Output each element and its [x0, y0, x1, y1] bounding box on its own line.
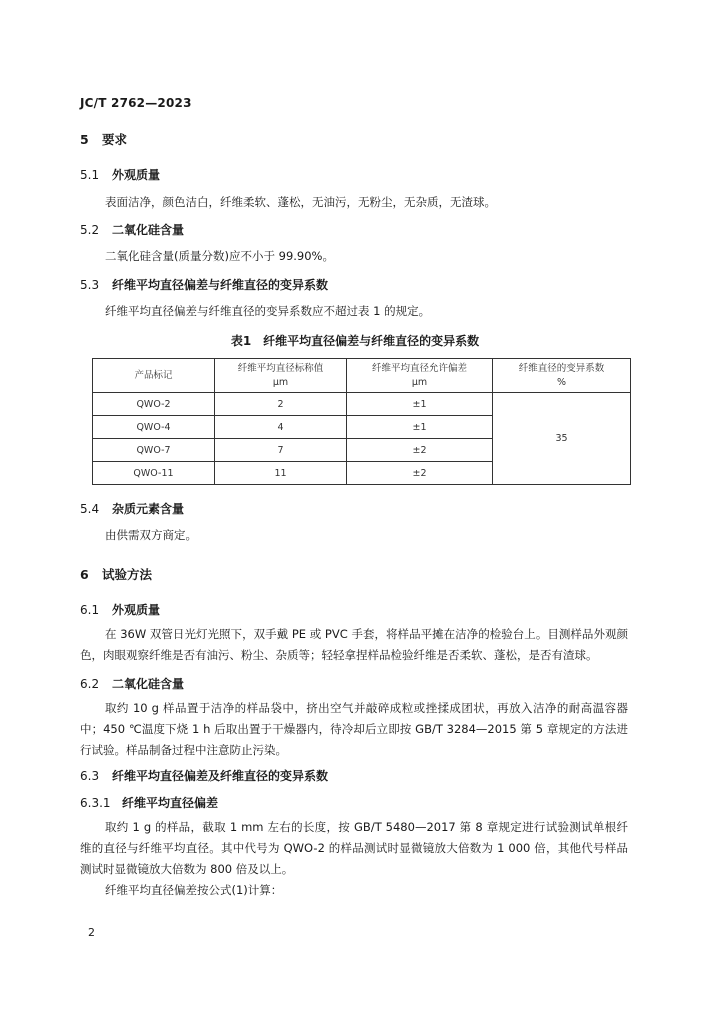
- standard-code: JC/T 2762—2023: [80, 96, 192, 110]
- section-5-4-text: 由供需双方商定。: [105, 528, 197, 542]
- section-title: 外观质量: [112, 168, 161, 182]
- section-title: 纤维平均直径偏差: [122, 796, 219, 810]
- cell-deviation: ±2: [347, 462, 493, 485]
- cell-nominal: 4: [215, 416, 347, 439]
- section-title: 试验方法: [102, 567, 153, 582]
- formula-intro-text: 纤维平均直径偏差按公式(1)计算：: [105, 883, 283, 897]
- section-6-2-heading: [80, 675, 184, 692]
- table-header-row: [93, 359, 631, 393]
- table-1-title: 表1 纤维平均直径偏差与纤维直径的变异系数: [230, 334, 480, 348]
- section-title: 外观质量: [112, 603, 161, 617]
- section-5-4-heading: [80, 500, 184, 517]
- section-6-heading: [80, 565, 152, 583]
- column-header-nominal-diameter: 纤维平均直径标称值 μm: [215, 359, 347, 393]
- cell-product-mark: QWO-7: [93, 439, 215, 462]
- section-title: 纤维平均直径偏差与纤维直径的变异系数: [112, 278, 329, 292]
- cell-deviation: ±1: [347, 393, 493, 416]
- section-6-3-1-text: 取约 1 g 的样品，截取 1 mm 左右的长度，按 GB/T 5480—2017 第 8 章规定进行试验测试单根纤维的直径与纤维平均直径。其中代号为 QWO-2 的样品测试时显微镜放大倍数为 1 000 倍，其他代号样品测试时显微镜放大倍数为 800 倍及以上。: [80, 820, 628, 876]
- column-header-coefficient-of-variation: 纤维直径的变异系数 %: [493, 359, 631, 393]
- section-number: 6.3.1: [80, 796, 111, 810]
- section-5-3-text: 纤维平均直径偏差与纤维直径的变异系数应不超过表 1 的规定。: [105, 304, 431, 318]
- section-title: 纤维平均直径偏差及纤维直径的变异系数: [112, 769, 329, 783]
- section-5-2-text: 二氧化硅含量(质量分数)应不小于 99.90%。: [105, 249, 334, 263]
- section-number: 6.2: [80, 677, 100, 691]
- section-6-2-text: 取约 10 g 样品置于洁净的样品袋中，挤出空气并敲碎成粒或挫揉成团状，再放入洁净的耐高温容器中；450 ℃温度下烧 1 h 后取出置于干燥器内，待冷却后立即按 GB/T 3284—2015 第 5 章规定的方法进行试验。样品制备过程中注意防止污染。: [80, 701, 628, 757]
- section-5-heading: [80, 130, 127, 148]
- section-title: 杂质元素含量: [112, 502, 185, 516]
- section-5-1-heading: [80, 166, 160, 183]
- section-title: 要求: [102, 132, 128, 147]
- section-6-3-1-heading: [80, 794, 218, 811]
- section-6-3-heading: [80, 767, 328, 784]
- cell-nominal: 11: [215, 462, 347, 485]
- section-number: 5.3: [80, 278, 100, 292]
- cell-deviation: ±1: [347, 416, 493, 439]
- section-6-1-text: 在 36W 双管日光灯光照下，双手戴 PE 或 PVC 手套，将样品平摊在洁净的检验台上。目测样品外观颜色，肉眼观察纤维是否有油污、粉尘、杂质等；轻轻拿捏样品检验纤维是否柔软、蓬松，是否有渣球。: [80, 627, 628, 662]
- cell-nominal: 2: [215, 393, 347, 416]
- section-number: 6.1: [80, 603, 100, 617]
- section-5-1-text: 表面洁净，颜色洁白，纤维柔软、蓬松，无油污，无粉尘，无杂质，无渣球。: [105, 195, 496, 209]
- table-1: [92, 358, 631, 485]
- section-6-1-heading: [80, 601, 160, 618]
- section-number: 5.4: [80, 502, 100, 516]
- cell-nominal: 7: [215, 439, 347, 462]
- section-number: 6.3: [80, 769, 100, 783]
- cell-coefficient-of-variation: 35: [493, 393, 631, 485]
- section-number: 6: [80, 567, 89, 582]
- section-5-3-heading: [80, 276, 328, 293]
- cell-product-mark: QWO-4: [93, 416, 215, 439]
- section-title: 二氧化硅含量: [112, 223, 185, 237]
- section-title: 二氧化硅含量: [112, 677, 185, 691]
- cell-product-mark: QWO-11: [93, 462, 215, 485]
- section-number: 5.2: [80, 223, 100, 237]
- page-number: 2: [88, 926, 95, 939]
- column-header-product-mark: 产品标记: [93, 359, 215, 393]
- section-number: 5.1: [80, 168, 100, 182]
- section-number: 5: [80, 132, 89, 147]
- cell-deviation: ±2: [347, 439, 493, 462]
- column-header-allowable-deviation: 纤维平均直径允许偏差 μm: [347, 359, 493, 393]
- table-row: [93, 393, 631, 416]
- cell-product-mark: QWO-2: [93, 393, 215, 416]
- section-5-2-heading: [80, 221, 184, 238]
